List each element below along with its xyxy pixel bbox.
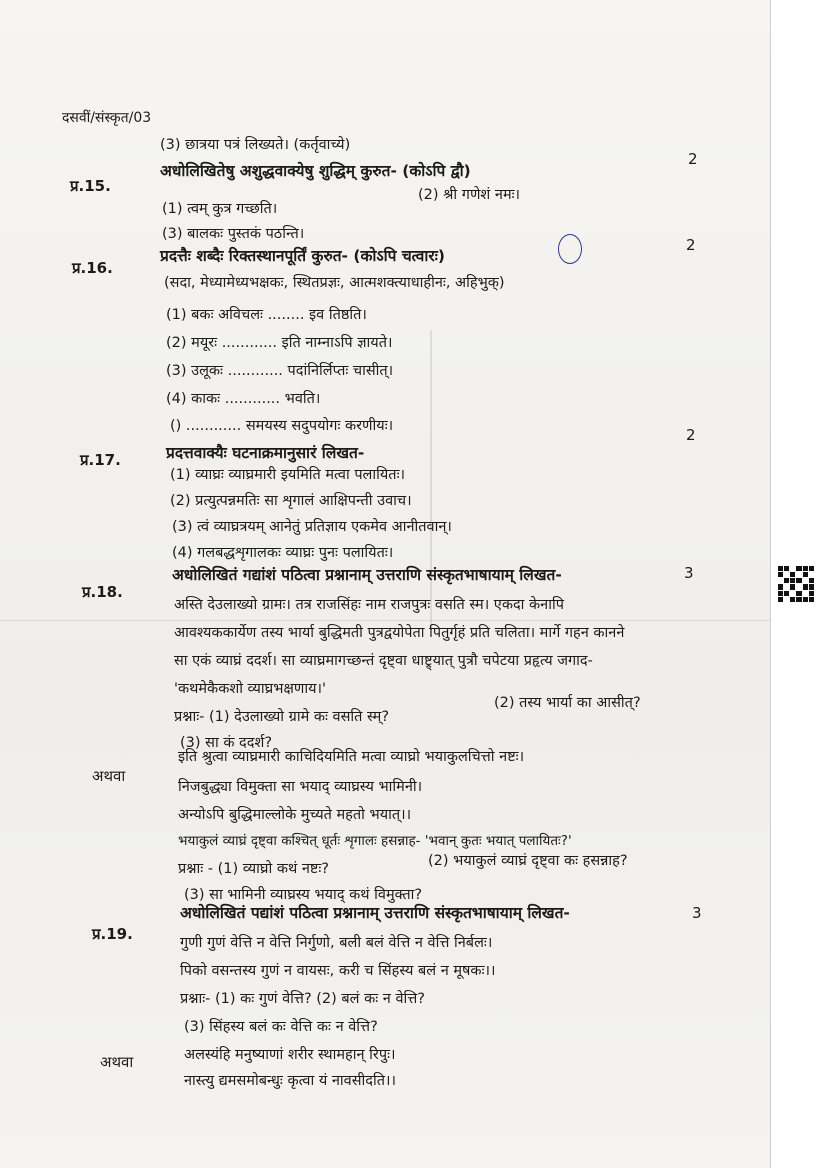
question-16-heading: प्रदत्तैः शब्दैः रिक्तस्थानपूर्तिं कुरुत- (कोऽपि चत्वारः): [160, 247, 445, 265]
q19-question-3: (3) सिंहस्य बलं कः वेत्ति कः न वेत्ति?: [184, 1019, 378, 1035]
or2-verse-line-2: नास्त्यु द्यमसमोबन्धुः कृत्वा यं नावसीदति।।: [184, 1073, 397, 1089]
question-19-number: प्र.19.: [92, 925, 133, 943]
q18-question-3: (3) सा कं ददर्श?: [180, 735, 273, 751]
or-label-1: अथवा: [92, 767, 126, 785]
or1-question-2: (2) भयाकुलं व्याघ्रं दृष्ट्वा कः हसन्नाह?: [428, 853, 628, 869]
q15-option-3: (3) बालकः पुस्तकं पठन्ति।: [162, 226, 305, 242]
q16-option-2: (2) मयूरः ............ इति नाम्नाऽपि ज्ञायते।: [166, 335, 393, 351]
q18-passage-line-2: आवश्यककार्येण तस्य भार्या बुद्धिमती पुत्रद्वयोपेता पितुर्गृहं प्रति चलिता। मार्गे गहन कानने: [174, 625, 625, 641]
q18-passage-line-3: सा एकं व्याघ्रं ददर्श। सा व्याघ्रमागच्छन्तं दृष्ट्वा धाष्ट्र्यात् पुत्रौ चपेटया प्रहृत्य जगाद-: [174, 653, 593, 669]
question-17-number: प्र.17.: [80, 451, 121, 469]
q16-option-3: (3) उलूकः ............ पदांनिर्लिप्तः चासीत्।: [166, 363, 394, 379]
q17-option-1: (1) व्याघ्रः व्याघ्रमारी इयमिति मत्वा पलायितः।: [170, 467, 405, 483]
q17-option-3: (3) त्वं व्याघ्रत्रयम् आनेतुं प्रतिज्ञाय एकमेव आनीतवान्।: [172, 519, 452, 535]
q18-question-1: प्रश्नाः- (1) देउलाख्यो ग्रामे कः वसति स्म्?: [174, 709, 390, 725]
or1-verse-line-2: निजबुद्ध्या विमुक्ता सा भयाद् व्याघ्रस्य भामिनी।: [178, 779, 423, 795]
q17-option-2: (2) प्रत्युत्पन्नमतिः सा शृगालं आक्षिपन्ती उवाच।: [170, 493, 412, 509]
q19-verse-line-1: गुणी गुणं वेत्ति न वेत्ति निर्गुणो, बली बलं वेत्ति न वेत्ति निर्बलः।: [180, 935, 493, 951]
q16-option-5: () ............ समयस्य सदुपयोगः करणीयः।: [170, 418, 394, 434]
q16-option-1: (1) बकः अविचलः ........ इव तिष्ठति।: [166, 307, 367, 323]
paper-fold: [430, 330, 432, 630]
q19-question-1-2: प्रश्नाः- (1) कः गुणं वेत्ति? (2) बलं कः न वेत्ति?: [180, 991, 425, 1007]
question-16-number: प्र.16.: [72, 259, 113, 277]
q15-option-2: (2) श्री गणेशं नमः।: [418, 187, 521, 203]
q14-option-3: (3) छात्रया पत्रं लिख्यते। (कर्तृवाच्ये): [160, 137, 351, 153]
or1-question-3: (3) सा भामिनी व्याघ्रस्य भयाद् कथं विमुक्ता?: [184, 887, 423, 903]
q18-question-2: (2) तस्य भार्या का आसीत्?: [494, 695, 641, 711]
question-15-marks: 2: [688, 150, 698, 168]
q17-option-4: (4) गलबद्धशृगालकः व्याघ्रः पुनः पलायितः।: [172, 545, 394, 561]
question-19-marks: 3: [692, 904, 702, 922]
question-17-heading: प्रदत्तवाक्यैः घटनाक्रमानुसारं लिखत-: [166, 444, 365, 462]
or1-verse-line-3: अन्योऽपि बुद्धिमाल्लोके मुच्यते महतो भयात्।।: [178, 807, 412, 823]
q16-word-bank: (सदा, मेध्यामेध्यभक्षकः, स्थितप्रज्ञः, आत्मशक्त्याधाहीनः, अहिभुक्): [164, 275, 505, 291]
question-18-marks: 3: [684, 564, 694, 582]
question-18-number: प्र.18.: [82, 583, 123, 601]
or1-verse-line-1: इति श्रुत्वा व्याघ्रमारी काचिदियमिति मत्वा व्याघ्रो भयाकुलचित्तो नष्टः।: [178, 749, 525, 765]
q18-passage-line-4: 'कथमेकैकशो व्याघ्रभक्षणाय।': [174, 681, 326, 697]
q19-verse-line-2: पिको वसन्तस्य गुणं न वायसः, करी च सिंहस्य बलं न मूषकः।।: [180, 963, 496, 979]
handwritten-circle: [558, 234, 582, 264]
page-header: दसवीं/संस्कृत/03: [62, 110, 152, 126]
or2-verse-line-1: अलस्यंहि मनुष्याणां शरीर स्थामहान् रिपुः।: [184, 1047, 396, 1063]
question-17-marks: 2: [686, 426, 696, 444]
qr-code: [778, 566, 814, 602]
q16-option-4: (4) काकः ............ भवति।: [166, 391, 321, 407]
question-18-heading: अधोलिखितं गद्यांशं पठित्वा प्रश्नानाम् उत्तराणि संस्कृतभाषायाम् लिखत-: [172, 566, 562, 584]
paper-crease: [0, 620, 770, 621]
question-15-heading: अधोलिखितेषु अशुद्धवाक्येषु शुद्धिम् कुरुत- (कोऽपि द्वौ): [160, 162, 471, 180]
question-15-number: प्र.15.: [70, 177, 111, 195]
question-19-heading: अधोलिखितं पद्यांशं पठित्वा प्रश्नानाम् उत्तराणि संस्कृतभाषायाम् लिखत-: [180, 904, 570, 922]
or-label-2: अथवा: [100, 1053, 134, 1071]
or1-verse-line-4: भयाकुलं व्याघ्रं दृष्ट्वा कश्चित् धूर्तः शृगालः हसन्नाह- 'भवान् कुतः भयात् पलायितः?': [178, 833, 572, 849]
q15-option-1: (1) त्वम् कुत्र गच्छति।: [162, 201, 278, 217]
q18-passage-line-1: अस्ति देउलाख्यो ग्रामः। तत्र राजसिंहः नाम राजपुत्रः वसति स्म। एकदा केनापि: [174, 597, 564, 613]
or1-question-1: प्रश्नाः - (1) व्याघ्रो कथं नष्टः?: [178, 861, 329, 877]
question-16-marks: 2: [686, 236, 696, 254]
